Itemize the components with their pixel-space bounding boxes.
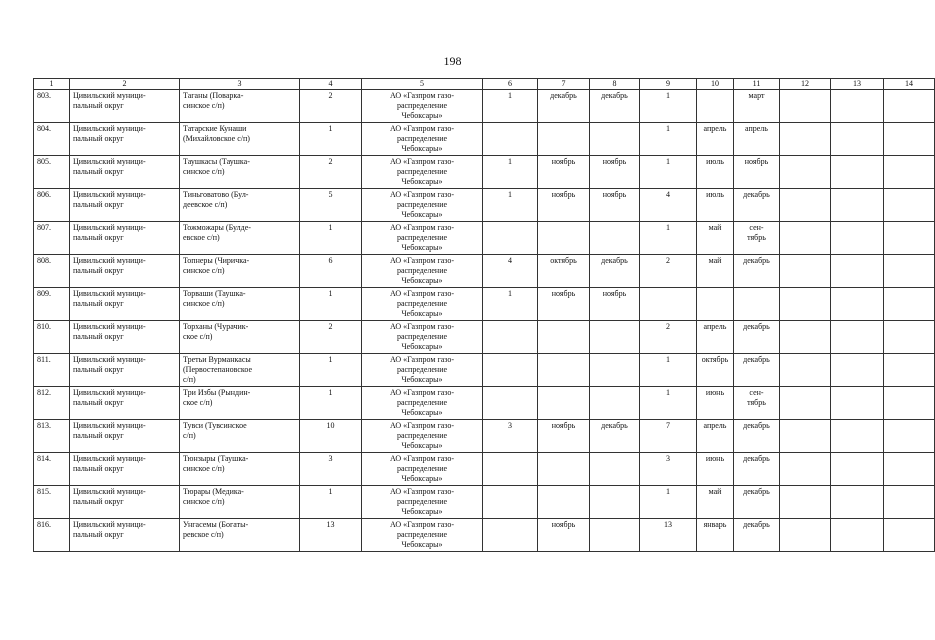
col10-cell: июль [697,156,734,189]
table-row [34,321,935,354]
col11-cell: декабрь [734,453,780,486]
col7-cell [538,387,590,420]
col11-cell: декабрь [734,354,780,387]
col14-cell [884,222,935,255]
col11-cell [734,288,780,321]
col10-cell: май [697,255,734,288]
district-cell: Цивильский муници- пальный округ [70,486,180,519]
col9-cell [640,288,697,321]
col7-cell [538,354,590,387]
district-cell: Цивильский муници- пальный округ [70,222,180,255]
table-row [34,387,935,420]
col12-cell [780,90,831,123]
col6-cell [483,453,538,486]
col11-cell: апрель [734,123,780,156]
table-row [34,354,935,387]
organization-cell: АО «Газпром газо- распределение Чебоксары» [362,354,483,387]
col12-cell [780,321,831,354]
col14-cell [884,420,935,453]
col6-cell: 1 [483,189,538,222]
row-number: 806. [34,189,70,222]
col14-cell [884,123,935,156]
column-number-1: 1 [34,79,70,90]
col9-cell: 1 [640,90,697,123]
row-number: 808. [34,255,70,288]
col9-cell: 2 [640,255,697,288]
col11-cell: март [734,90,780,123]
column-number-2: 2 [70,79,180,90]
organization-cell: АО «Газпром газо- распределение Чебоксары» [362,420,483,453]
col6-cell: 1 [483,156,538,189]
district-cell: Цивильский муници- пальный округ [70,123,180,156]
settlement-cell: Унгасемы (Богаты- ревское с/п) [180,519,300,552]
organization-cell: АО «Газпром газо- распределение Чебоксары» [362,321,483,354]
col10-cell [697,90,734,123]
col7-cell [538,222,590,255]
row-number: 815. [34,486,70,519]
count-cell: 10 [300,420,362,453]
column-number-11: 11 [734,79,780,90]
col7-cell: декабрь [538,90,590,123]
column-number-13: 13 [831,79,884,90]
row-number: 813. [34,420,70,453]
page-number: 198 [443,54,462,68]
column-number-5: 5 [362,79,483,90]
count-cell: 13 [300,519,362,552]
col7-cell: октябрь [538,255,590,288]
col9-cell: 7 [640,420,697,453]
col14-cell [884,387,935,420]
col11-cell: сен- тябрь [734,222,780,255]
col13-cell [831,420,884,453]
col11-cell: декабрь [734,519,780,552]
organization-cell: АО «Газпром газо- распределение Чебоксары» [362,453,483,486]
col9-cell: 1 [640,486,697,519]
col14-cell [884,156,935,189]
col14-cell [884,519,935,552]
col6-cell: 1 [483,90,538,123]
column-number-3: 3 [180,79,300,90]
row-number: 803. [34,90,70,123]
settlement-cell: Тувси (Тувсинское с/п) [180,420,300,453]
col7-cell [538,453,590,486]
district-cell: Цивильский муници- пальный округ [70,453,180,486]
col13-cell [831,123,884,156]
row-number: 810. [34,321,70,354]
count-cell: 2 [300,156,362,189]
col10-cell: июль [697,189,734,222]
col12-cell [780,255,831,288]
col13-cell [831,321,884,354]
col14-cell [884,321,935,354]
col12-cell [780,387,831,420]
table-row [34,288,935,321]
col9-cell: 13 [640,519,697,552]
settlement-cell: Тиньговатово (Бул- деевское с/п) [180,189,300,222]
count-cell: 1 [300,123,362,156]
column-number-10: 10 [697,79,734,90]
table-row [34,519,935,552]
district-cell: Цивильский муници- пальный округ [70,255,180,288]
col9-cell: 1 [640,123,697,156]
count-cell: 2 [300,90,362,123]
col6-cell: 3 [483,420,538,453]
district-cell: Цивильский муници- пальный округ [70,288,180,321]
col8-cell [590,321,640,354]
organization-cell: АО «Газпром газо- распределение Чебоксары» [362,123,483,156]
table-row [34,189,935,222]
count-cell: 1 [300,486,362,519]
col9-cell: 1 [640,156,697,189]
district-cell: Цивильский муници- пальный округ [70,387,180,420]
district-cell: Цивильский муници- пальный округ [70,189,180,222]
table-row [34,420,935,453]
col13-cell [831,222,884,255]
col14-cell [884,486,935,519]
col11-cell: декабрь [734,189,780,222]
col7-cell [538,321,590,354]
column-number-12: 12 [780,79,831,90]
col7-cell: ноябрь [538,189,590,222]
col10-cell: октябрь [697,354,734,387]
col8-cell [590,519,640,552]
col7-cell [538,123,590,156]
col10-cell: июнь [697,387,734,420]
count-cell: 3 [300,453,362,486]
col6-cell [483,486,538,519]
settlement-cell: Тюрары (Медика- синское с/п) [180,486,300,519]
table-row [34,222,935,255]
table-row [34,123,935,156]
col9-cell: 3 [640,453,697,486]
row-number: 816. [34,519,70,552]
count-cell: 1 [300,354,362,387]
organization-cell: АО «Газпром газо- распределение Чебоксары» [362,90,483,123]
col8-cell: ноябрь [590,189,640,222]
col8-cell: декабрь [590,255,640,288]
col6-cell [483,321,538,354]
col11-cell: декабрь [734,420,780,453]
row-number: 804. [34,123,70,156]
col7-cell: ноябрь [538,519,590,552]
col7-cell: ноябрь [538,156,590,189]
col13-cell [831,519,884,552]
col12-cell [780,420,831,453]
column-number-9: 9 [640,79,697,90]
col10-cell: апрель [697,321,734,354]
table-row [34,90,935,123]
col11-cell: сен- тябрь [734,387,780,420]
table-row [34,156,935,189]
column-number-4: 4 [300,79,362,90]
district-cell: Цивильский муници- пальный округ [70,156,180,189]
organization-cell: АО «Газпром газо- распределение Чебоксары» [362,156,483,189]
row-number: 811. [34,354,70,387]
col14-cell [884,189,935,222]
organization-cell: АО «Газпром газо- распределение Чебоксары» [362,519,483,552]
col14-cell [884,354,935,387]
organization-cell: АО «Газпром газо- распределение Чебоксары» [362,222,483,255]
table-row [34,486,935,519]
col9-cell: 1 [640,387,697,420]
col11-cell: декабрь [734,486,780,519]
settlement-cell: Топнеры (Чиричка- синское с/п) [180,255,300,288]
count-cell: 1 [300,387,362,420]
col8-cell [590,387,640,420]
district-cell: Цивильский муници- пальный округ [70,354,180,387]
settlement-cell: Торваши (Таушка- синское с/п) [180,288,300,321]
col8-cell: декабрь [590,90,640,123]
col14-cell [884,255,935,288]
organization-cell: АО «Газпром газо- распределение Чебоксары» [362,486,483,519]
column-number-7: 7 [538,79,590,90]
col6-cell [483,222,538,255]
col14-cell [884,90,935,123]
col13-cell [831,255,884,288]
col13-cell [831,288,884,321]
district-cell: Цивильский муници- пальный округ [70,420,180,453]
row-number: 805. [34,156,70,189]
settlement-cell: Тюнзыры (Таушка- синское с/п) [180,453,300,486]
col6-cell [483,387,538,420]
col10-cell: май [697,486,734,519]
col8-cell: ноябрь [590,288,640,321]
col8-cell [590,486,640,519]
col6-cell [483,519,538,552]
settlement-cell: Татарские Кунаши (Михайловское с/п) [180,123,300,156]
count-cell: 2 [300,321,362,354]
organization-cell: АО «Газпром газо- распределение Чебоксары» [362,189,483,222]
col8-cell [590,222,640,255]
col8-cell [590,453,640,486]
col7-cell: ноябрь [538,420,590,453]
count-cell: 6 [300,255,362,288]
row-number: 814. [34,453,70,486]
col10-cell: май [697,222,734,255]
organization-cell: АО «Газпром газо- распределение Чебоксары» [362,288,483,321]
col8-cell [590,354,640,387]
settlement-cell: Таушкасы (Таушка- синское с/п) [180,156,300,189]
row-number: 812. [34,387,70,420]
col9-cell: 1 [640,354,697,387]
settlement-cell: Торханы (Чурачик- ское с/п) [180,321,300,354]
settlement-cell: Три Избы (Рындин- ское с/п) [180,387,300,420]
col13-cell [831,189,884,222]
col13-cell [831,453,884,486]
settlement-cell: Тожможары (Булде- евское с/п) [180,222,300,255]
col12-cell [780,222,831,255]
col10-cell [697,288,734,321]
col10-cell: июнь [697,453,734,486]
col6-cell: 4 [483,255,538,288]
col8-cell [590,123,640,156]
col11-cell: ноябрь [734,156,780,189]
col14-cell [884,288,935,321]
data-table [33,78,935,552]
col12-cell [780,354,831,387]
col12-cell [780,453,831,486]
col13-cell [831,387,884,420]
col10-cell: апрель [697,420,734,453]
settlement-cell: Третьи Вурманкасы (Первостепановское с/п) [180,354,300,387]
col9-cell: 2 [640,321,697,354]
column-number-14: 14 [884,79,935,90]
col9-cell: 4 [640,189,697,222]
col13-cell [831,354,884,387]
col13-cell [831,156,884,189]
col14-cell [884,453,935,486]
district-cell: Цивильский муници- пальный округ [70,90,180,123]
col7-cell [538,486,590,519]
col8-cell: декабрь [590,420,640,453]
col9-cell: 1 [640,222,697,255]
col12-cell [780,519,831,552]
col12-cell [780,189,831,222]
settlement-cell: Таганы (Поварка- синское с/п) [180,90,300,123]
column-number-8: 8 [590,79,640,90]
count-cell: 5 [300,189,362,222]
col6-cell [483,354,538,387]
column-number-6: 6 [483,79,538,90]
table-row [34,453,935,486]
row-number: 807. [34,222,70,255]
col11-cell: декабрь [734,255,780,288]
col12-cell [780,288,831,321]
col13-cell [831,90,884,123]
table-row [34,255,935,288]
organization-cell: АО «Газпром газо- распределение Чебоксары» [362,255,483,288]
col11-cell: декабрь [734,321,780,354]
col12-cell [780,123,831,156]
district-cell: Цивильский муници- пальный округ [70,519,180,552]
col12-cell [780,156,831,189]
col12-cell [780,486,831,519]
col6-cell: 1 [483,288,538,321]
col6-cell [483,123,538,156]
col10-cell: апрель [697,123,734,156]
col8-cell: ноябрь [590,156,640,189]
col10-cell: январь [697,519,734,552]
count-cell: 1 [300,222,362,255]
row-number: 809. [34,288,70,321]
organization-cell: АО «Газпром газо- распределение Чебоксары» [362,387,483,420]
col7-cell: ноябрь [538,288,590,321]
district-cell: Цивильский муници- пальный округ [70,321,180,354]
table-header-row [34,79,935,90]
col13-cell [831,486,884,519]
count-cell: 1 [300,288,362,321]
